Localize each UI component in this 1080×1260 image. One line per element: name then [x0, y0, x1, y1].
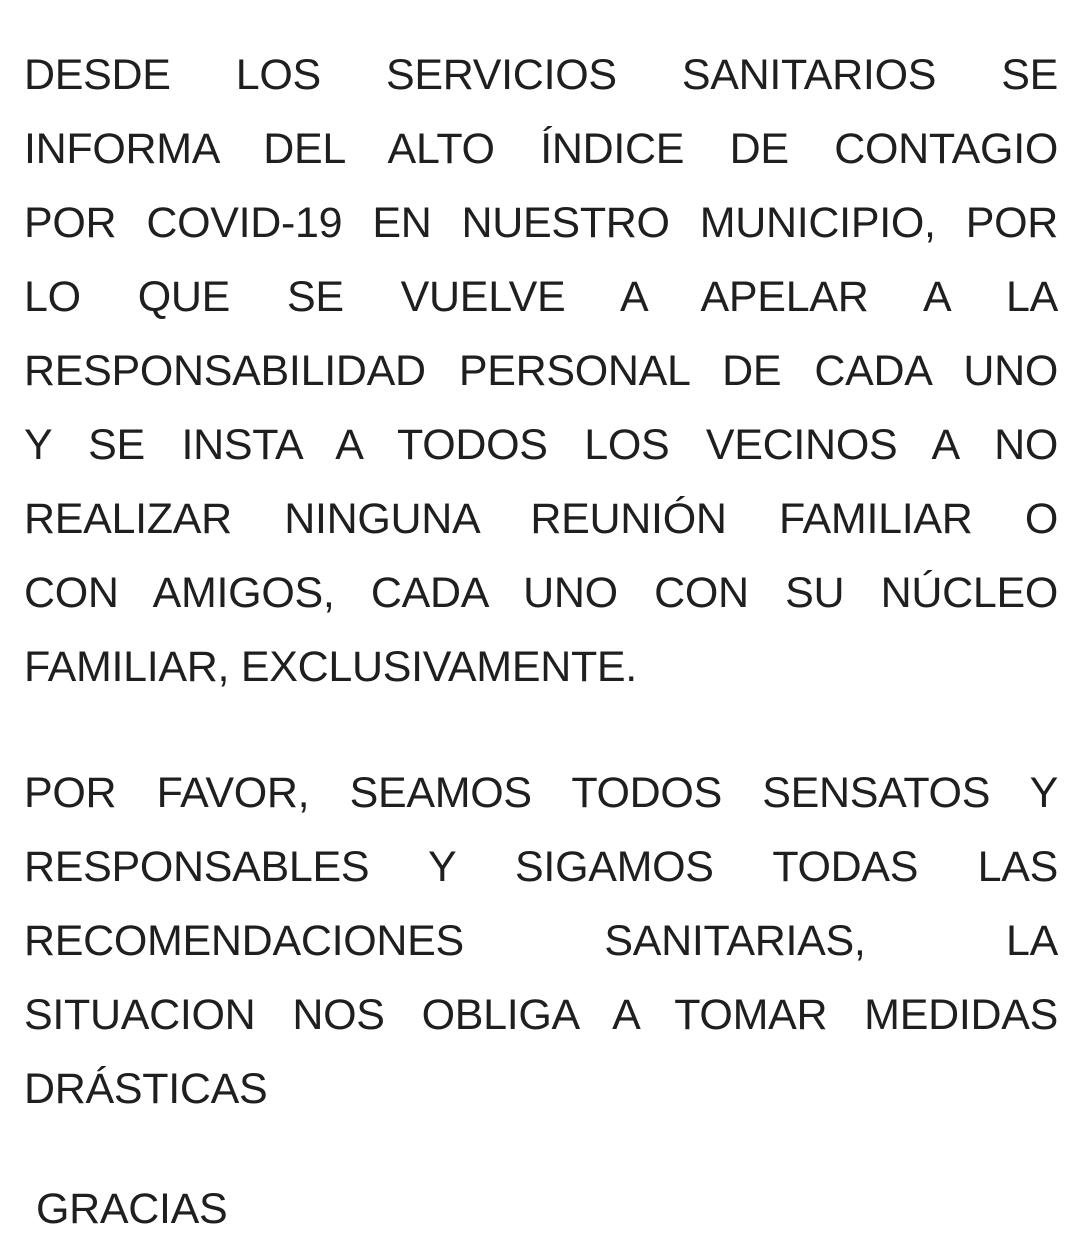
notice-paragraph-appeal: [24, 756, 1058, 1126]
text-line: SITUACION NOS OBLIGA A TOMAR MEDIDAS: [24, 991, 1058, 1039]
text-line: RESPONSABLES Y SIGAMOS TODAS LAS: [24, 843, 1058, 891]
text-line: FAMILIAR, EXCLUSIVAMENTE.: [24, 643, 637, 691]
text-line: RECOMENDACIONES SANITARIAS, LA: [24, 917, 1058, 965]
text-line: CON AMIGOS, CADA UNO CON SU NÚCLEO: [24, 569, 1058, 617]
text-line: DRÁSTICAS: [24, 1065, 268, 1113]
text-line: POR COVID-19 EN NUESTRO MUNICIPIO, POR: [24, 199, 1058, 247]
text-line: Y SE INSTA A TODOS LOS VECINOS A NO: [24, 421, 1058, 469]
text-line: INFORMA DEL ALTO ÍNDICE DE CONTAGIO: [24, 125, 1058, 173]
text-line: LO QUE SE VUELVE A APELAR A LA: [24, 273, 1058, 321]
notice-body: [24, 38, 1058, 1126]
text-line: RESPONSABILIDAD PERSONAL DE CADA UNO: [24, 347, 1058, 395]
closing-thanks: GRACIAS: [36, 1185, 228, 1233]
text-line: POR FAVOR, SEAMOS TODOS SENSATOS Y: [24, 769, 1058, 817]
text-line: REALIZAR NINGUNA REUNIÓN FAMILIAR O: [24, 495, 1058, 543]
notice-paragraph-covid-alert: [24, 38, 1058, 704]
text-line: DESDE LOS SERVICIOS SANITARIOS SE: [24, 51, 1058, 99]
